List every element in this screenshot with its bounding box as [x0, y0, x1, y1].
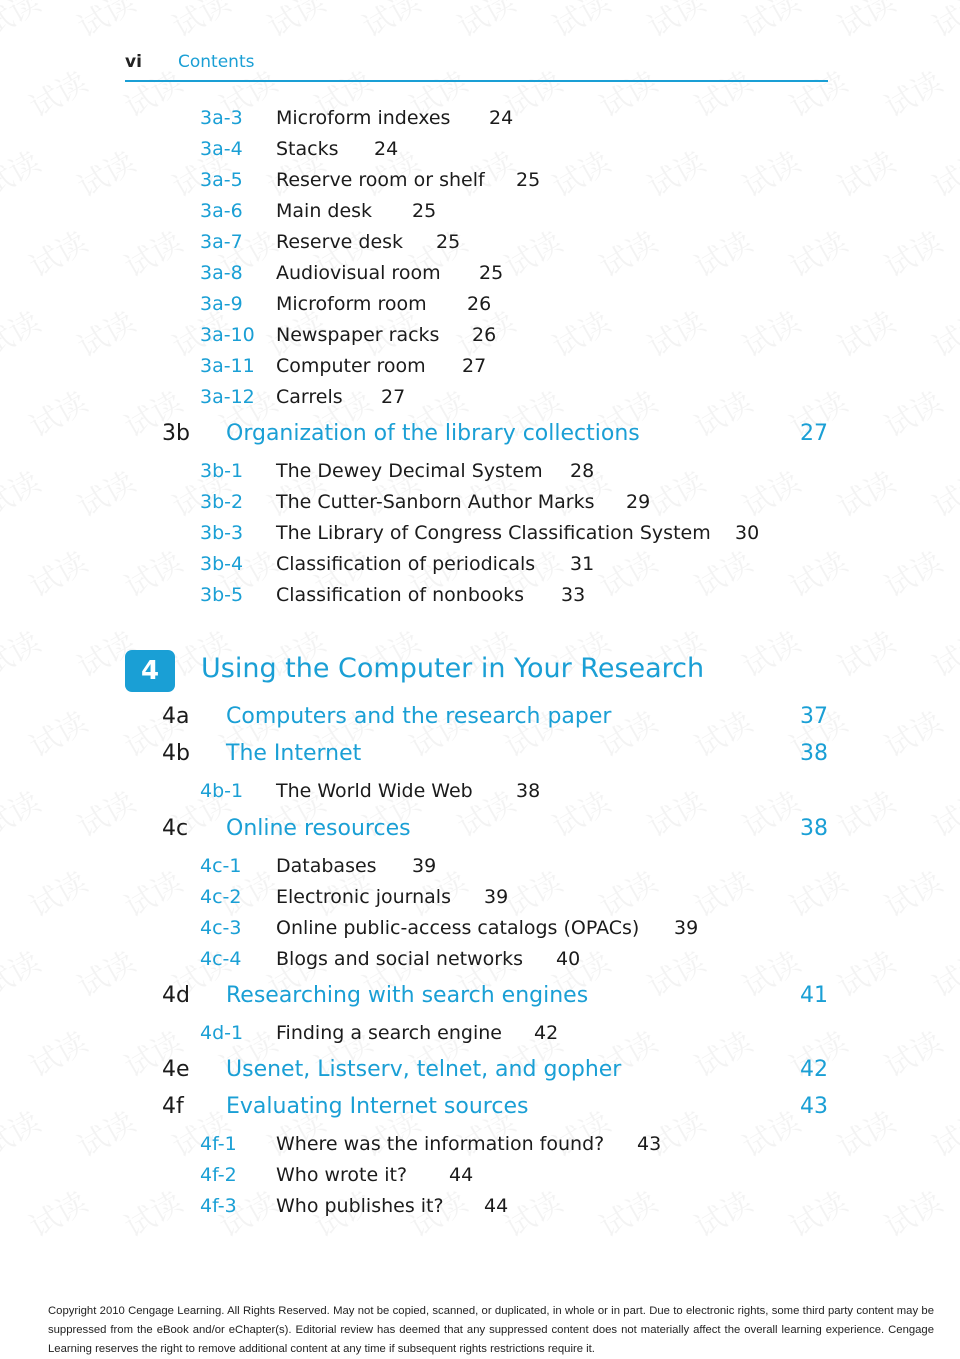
section-number: 4b	[162, 741, 190, 766]
entry-page: 39	[412, 855, 437, 877]
entry-number: 3a-10	[200, 324, 255, 346]
watermark-text	[875, 1018, 949, 1086]
entry-page: 27	[462, 355, 487, 377]
watermark-text	[828, 138, 902, 206]
entry-title: Where was the information found?	[276, 1133, 605, 1155]
entry-title: The World Wide Web	[276, 780, 473, 802]
watermark-text	[20, 58, 94, 126]
entry-number: 3a-9	[200, 293, 243, 315]
watermark-text	[543, 138, 617, 206]
entry-page: 26	[467, 293, 492, 315]
watermark-text	[20, 378, 94, 446]
watermark-text	[923, 778, 960, 846]
watermark-text	[923, 1098, 960, 1166]
watermark-text	[0, 778, 47, 846]
entry-number: 4f-2	[200, 1164, 237, 1186]
entry-title: The Library of Congress Classification System	[276, 522, 711, 544]
watermark-text	[923, 618, 960, 686]
page-folio: vi	[125, 52, 142, 72]
entry-number: 4c-3	[200, 917, 242, 939]
copyright-footer: Copyright 2010 Cengage Learning. All Rights Reserved. May not be copied, scanned, or duplicated, in whole or in part. Due to electronic rights, some third party content may be suppressed from the eBook and/or eChapter(s). Editorial review has deemed that any suppressed content does not materially affect the overall learning experience. Cengage Learning reserves the right to remove additional content at any time if subsequent rights restrictions require it.	[48, 1305, 934, 1355]
entry-number: 3a-7	[200, 231, 243, 253]
watermark-text	[875, 858, 949, 926]
watermark-text	[828, 0, 902, 46]
entry-number: 4c-1	[200, 855, 242, 877]
watermark-text	[923, 298, 960, 366]
watermark-text	[543, 1098, 617, 1166]
section-number: 4a	[162, 704, 190, 729]
watermark-text	[0, 458, 47, 526]
watermark-text	[923, 0, 960, 46]
entry-page: 30	[735, 522, 760, 544]
watermark-text	[20, 1178, 94, 1246]
entry-page: 39	[674, 917, 699, 939]
entry-page: 39	[484, 886, 509, 908]
entry-page: 25	[479, 262, 504, 284]
section-title: Usenet, Listserv, telnet, and gopher	[226, 1057, 622, 1082]
entry-page: 33	[561, 584, 586, 606]
section-title: Evaluating Internet sources	[226, 1094, 529, 1119]
entry-title: Classification of nonbooks	[276, 584, 525, 606]
watermark-text	[20, 698, 94, 766]
entry-title: Databases	[276, 855, 377, 877]
watermark-text	[875, 58, 949, 126]
entry-page: 31	[570, 553, 595, 575]
watermark-text	[20, 538, 94, 606]
watermark-text	[685, 218, 759, 286]
watermark-text	[733, 0, 807, 46]
entry-number: 3a-6	[200, 200, 243, 222]
watermark-text	[0, 1098, 47, 1166]
watermark-text	[733, 458, 807, 526]
watermark-text	[115, 218, 189, 286]
section-number: 4f	[162, 1094, 184, 1119]
entry-page: 43	[637, 1133, 662, 1155]
watermark-text	[780, 858, 854, 926]
section-page: 41	[800, 983, 828, 1008]
watermark-text	[448, 0, 522, 46]
section-title: Researching with search engines	[226, 983, 589, 1008]
watermark-text	[68, 938, 142, 1006]
entry-page: 24	[489, 107, 514, 129]
entry-number: 3a-8	[200, 262, 243, 284]
watermark-text	[780, 538, 854, 606]
entry-title: Microform room	[276, 293, 427, 315]
section-title: Organization of the library collections	[226, 421, 640, 446]
watermark-text	[68, 0, 142, 46]
watermark-text	[685, 1018, 759, 1086]
watermark-text	[590, 858, 664, 926]
watermark-text	[543, 298, 617, 366]
entry-title: Main desk	[276, 200, 373, 222]
entry-title: The Cutter-Sanborn Author Marks	[276, 491, 595, 513]
watermark-text	[923, 938, 960, 1006]
entry-number: 4d-1	[200, 1022, 244, 1044]
section-page: 37	[800, 704, 828, 729]
entry-title: Stacks	[276, 138, 339, 160]
entry-page: 29	[626, 491, 651, 513]
entry-page: 25	[436, 231, 461, 253]
watermark-text	[780, 218, 854, 286]
entry-page: 28	[570, 460, 595, 482]
entry-title: Who publishes it?	[276, 1195, 444, 1217]
watermark-text	[68, 138, 142, 206]
watermark-text	[353, 0, 427, 46]
entry-number: 3b-2	[200, 491, 244, 513]
watermark-text	[638, 298, 712, 366]
watermark-text	[115, 1178, 189, 1246]
watermark-text	[0, 0, 47, 46]
watermark-text	[638, 938, 712, 1006]
watermark-text	[258, 0, 332, 46]
entry-page: 25	[516, 169, 541, 191]
watermark-text	[875, 1178, 949, 1246]
entry-title: Blogs and social networks	[276, 948, 523, 970]
watermark-text	[733, 138, 807, 206]
section-page: 27	[800, 421, 828, 446]
watermark-text	[638, 1098, 712, 1166]
entry-title: The Dewey Decimal System	[276, 460, 543, 482]
chapter-number-badge: 4	[125, 650, 175, 692]
entry-title: Reserve room or shelf	[276, 169, 485, 191]
watermark-text	[20, 1018, 94, 1086]
watermark-text	[68, 458, 142, 526]
entry-title: Finding a search engine	[276, 1022, 502, 1044]
watermark-text	[733, 618, 807, 686]
entry-page: 25	[412, 200, 437, 222]
watermark-text	[115, 858, 189, 926]
section-number: 4c	[162, 816, 189, 841]
entry-title: Microform indexes	[276, 107, 451, 129]
section-page: 38	[800, 816, 828, 841]
entry-page: 40	[556, 948, 581, 970]
watermark-text	[590, 218, 664, 286]
section-title: The Internet	[226, 741, 362, 766]
entry-number: 3a-5	[200, 169, 243, 191]
section-page: 43	[800, 1094, 828, 1119]
entry-page: 27	[381, 386, 406, 408]
watermark-text	[163, 0, 237, 46]
entry-page: 44	[484, 1195, 509, 1217]
watermark-text	[685, 1178, 759, 1246]
watermark-text	[923, 458, 960, 526]
watermark-text	[638, 778, 712, 846]
watermark-text	[543, 778, 617, 846]
watermark-text	[685, 538, 759, 606]
watermark-text	[115, 538, 189, 606]
watermark-text	[68, 1098, 142, 1166]
watermark-text	[828, 778, 902, 846]
chapter-title[interactable]: Using the Computer in Your Research	[201, 653, 705, 684]
watermark-text	[0, 938, 47, 1006]
running-head: Contents	[178, 52, 255, 72]
entry-title: Audiovisual room	[276, 262, 441, 284]
entry-page: 24	[374, 138, 399, 160]
entry-number: 3a-4	[200, 138, 243, 160]
watermark-text	[68, 778, 142, 846]
entry-number: 3a-11	[200, 355, 255, 377]
watermark-text	[828, 618, 902, 686]
watermark-text	[0, 618, 47, 686]
entry-number: 4c-2	[200, 886, 242, 908]
watermark-text	[0, 138, 47, 206]
watermark-text	[20, 858, 94, 926]
entry-number: 3b-4	[200, 553, 244, 575]
entry-title: Classification of periodicals	[276, 553, 536, 575]
watermark-text	[495, 218, 569, 286]
entry-title: Online public-access catalogs (OPACs)	[276, 917, 640, 939]
entry-title: Who wrote it?	[276, 1164, 408, 1186]
watermark-text	[828, 298, 902, 366]
watermark-text	[638, 138, 712, 206]
watermark-text	[923, 138, 960, 206]
watermark-text	[685, 698, 759, 766]
watermark-text	[20, 218, 94, 286]
section-page: 42	[800, 1057, 828, 1082]
entry-number: 3b-3	[200, 522, 244, 544]
watermark-text	[733, 298, 807, 366]
entry-number: 4b-1	[200, 780, 244, 802]
watermark-text	[780, 1178, 854, 1246]
entry-page: 26	[472, 324, 497, 346]
entry-number: 3a-3	[200, 107, 243, 129]
watermark-text	[590, 58, 664, 126]
header-rule	[125, 80, 828, 82]
section-number: 4e	[162, 1057, 190, 1082]
entry-page: 42	[534, 1022, 559, 1044]
entry-number: 4c-4	[200, 948, 242, 970]
entry-title: Reserve desk	[276, 231, 404, 253]
entry-page: 44	[449, 1164, 474, 1186]
entry-page: 38	[516, 780, 541, 802]
watermark-text	[780, 58, 854, 126]
watermark-text	[685, 858, 759, 926]
entry-title: Computer room	[276, 355, 426, 377]
watermark-text	[68, 298, 142, 366]
watermark-text	[590, 1178, 664, 1246]
watermark-text	[590, 538, 664, 606]
entry-number: 3b-1	[200, 460, 244, 482]
section-number: 3b	[162, 421, 190, 446]
watermark-text	[875, 538, 949, 606]
watermark-text	[875, 698, 949, 766]
entry-number: 3b-5	[200, 584, 244, 606]
watermark-text	[828, 458, 902, 526]
watermark-text	[875, 218, 949, 286]
section-page: 38	[800, 741, 828, 766]
entry-title: Carrels	[276, 386, 343, 408]
watermark-text	[638, 0, 712, 46]
watermark-text	[685, 378, 759, 446]
watermark-text	[875, 378, 949, 446]
section-title: Computers and the research paper	[226, 704, 612, 729]
entry-title: Newspaper racks	[276, 324, 440, 346]
watermark-text	[685, 58, 759, 126]
entry-title: Electronic journals	[276, 886, 451, 908]
watermark-text	[0, 298, 47, 366]
entry-number: 4f-3	[200, 1195, 237, 1217]
watermark-text	[828, 938, 902, 1006]
section-number: 4d	[162, 983, 190, 1008]
entry-number: 3a-12	[200, 386, 255, 408]
entry-number: 4f-1	[200, 1133, 237, 1155]
watermark-text	[543, 0, 617, 46]
section-title: Online resources	[226, 816, 411, 841]
watermark-text	[828, 1098, 902, 1166]
